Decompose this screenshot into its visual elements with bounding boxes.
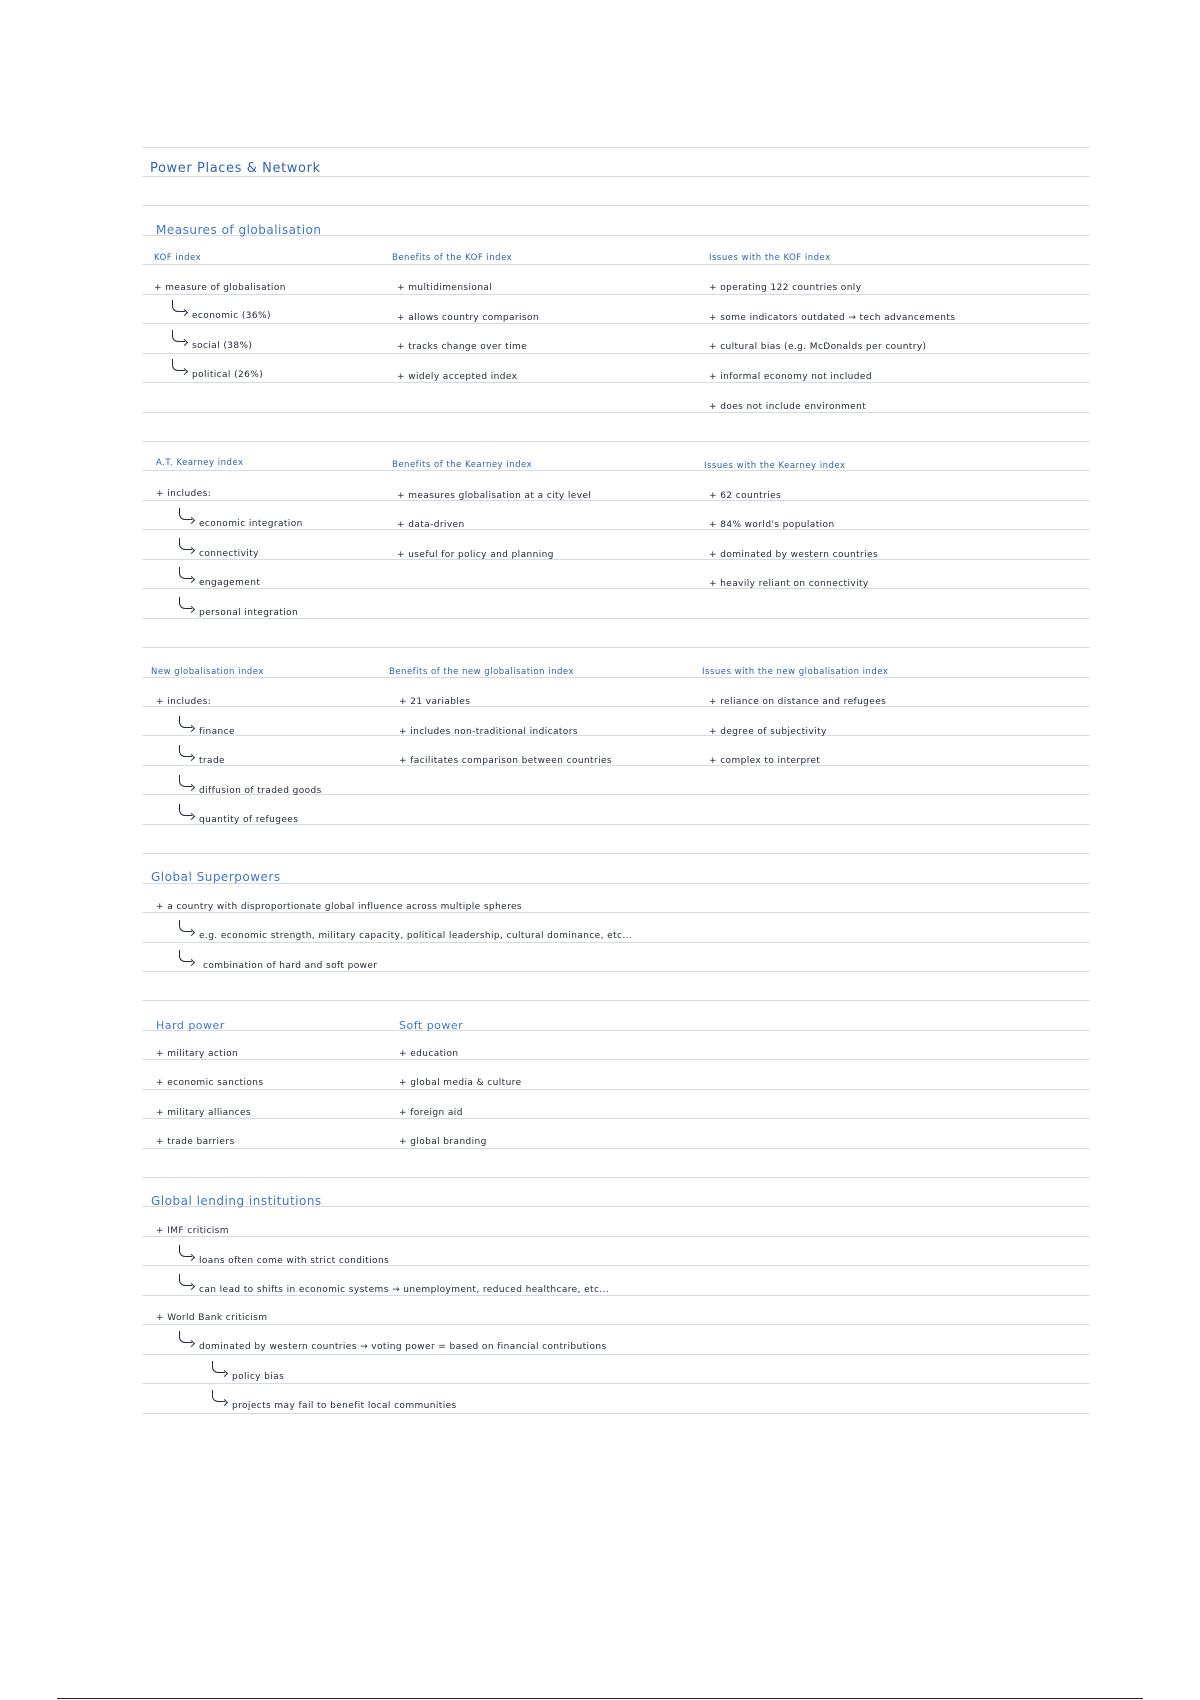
kearney-c3-line: + 62 countries <box>709 491 782 501</box>
arrow-hook-icon <box>179 538 192 550</box>
ruled-line <box>142 912 1090 913</box>
soft-power-line: + global media & culture <box>399 1078 522 1088</box>
kof-col3-heading: Issues with the KOF index <box>709 253 831 263</box>
kearney-col3-heading: Issues with the Kearney index <box>704 461 846 471</box>
ruled-line <box>142 470 1090 471</box>
soft-power-heading: Soft power <box>399 1019 464 1032</box>
kof-c3-line: + cultural bias (e.g. McDonalds per country) <box>709 342 927 352</box>
page-bottom-border <box>57 1698 1143 1699</box>
kof-col1-heading: KOF index <box>154 253 202 263</box>
ruled-line <box>142 883 1090 884</box>
ruled-line <box>142 1354 1090 1355</box>
ruled-line <box>142 1236 1090 1237</box>
ruled-line <box>142 706 1090 707</box>
soft-power-line: + global branding <box>399 1137 487 1147</box>
ruled-line <box>142 205 1090 206</box>
new-index-c1-line: finance <box>199 727 235 737</box>
arrow-hook-icon <box>179 597 192 609</box>
new-index-c2-line: + 21 variables <box>399 697 471 707</box>
hard-power-line: + economic sanctions <box>156 1078 264 1088</box>
ruled-line <box>142 735 1090 736</box>
lending-line: loans often come with strict conditions <box>199 1256 390 1266</box>
new-index-c3-line: + reliance on distance and refugees <box>709 697 887 707</box>
kearney-col1-heading: A.T. Kearney index <box>156 458 244 468</box>
ruled-line <box>142 412 1090 413</box>
kearney-c1-line: engagement <box>199 578 261 588</box>
lending-line: + World Bank criticism <box>156 1313 268 1323</box>
hard-power-line: + military action <box>156 1049 239 1059</box>
new-index-c1-line: + includes: <box>156 697 212 707</box>
new-index-c1-line: diffusion of traded goods <box>199 786 322 796</box>
new-index-c1-line: quantity of refugees <box>199 815 299 825</box>
arrow-hook-icon <box>212 1390 225 1402</box>
arrow-hook-icon <box>172 330 185 342</box>
superpowers-line: + a country with disproportionate global influence across multiple spheres <box>156 902 523 912</box>
arrow-hook-icon <box>179 745 192 757</box>
kof-c1-line: economic (36%) <box>192 311 271 321</box>
kearney-c1-line: personal integration <box>199 608 299 618</box>
arrow-hook-icon <box>179 1331 192 1343</box>
kearney-c1-line: economic integration <box>199 519 303 529</box>
arrow-hook-icon <box>179 920 192 932</box>
kof-c3-line: + does not include environment <box>709 402 867 412</box>
superpowers-line: combination of hard and soft power <box>203 961 378 971</box>
new-index-c3-line: + complex to interpret <box>709 756 821 766</box>
lending-line: projects may fail to benefit local communities <box>232 1401 457 1411</box>
ruled-line <box>142 176 1090 177</box>
ruled-line <box>142 1030 1090 1031</box>
kearney-c3-line: + dominated by western countries <box>709 550 879 560</box>
ruled-line <box>142 441 1090 442</box>
hard-power-heading: Hard power <box>156 1019 225 1032</box>
ruled-line <box>142 147 1090 148</box>
kof-c2-line: + widely accepted index <box>397 372 518 382</box>
ruled-line <box>142 942 1090 943</box>
kof-c2-line: + multidimensional <box>397 283 493 293</box>
arrow-hook-icon <box>212 1361 225 1373</box>
new-index-col2-heading: Benefits of the new globalisation index <box>389 667 574 677</box>
kearney-col2-heading: Benefits of the Kearney index <box>392 460 533 470</box>
arrow-hook-icon <box>179 716 192 728</box>
kof-c3-line: + informal economy not included <box>709 372 872 382</box>
arrow-hook-icon <box>179 1245 192 1257</box>
arrow-hook-icon <box>179 775 192 787</box>
ruled-line <box>142 588 1090 589</box>
soft-power-line: + foreign aid <box>399 1108 463 1118</box>
kearney-c2-line: + data-driven <box>397 520 465 530</box>
kof-col2-heading: Benefits of the KOF index <box>392 253 513 263</box>
arrow-hook-icon <box>172 359 185 371</box>
ruled-line <box>142 1118 1090 1119</box>
ruled-line <box>142 529 1090 530</box>
hard-power-line: + military alliances <box>156 1108 252 1118</box>
arrow-hook-icon <box>179 804 192 816</box>
ruled-line <box>142 1089 1090 1090</box>
ruled-line <box>142 677 1090 678</box>
lending-line: policy bias <box>232 1372 285 1382</box>
arrow-hook-icon <box>172 300 185 312</box>
ruled-line <box>142 1324 1090 1325</box>
soft-power-line: + education <box>399 1049 459 1059</box>
lending-line: dominated by western countries → voting power = based on financial contributions <box>199 1342 607 1352</box>
ruled-line <box>142 1383 1090 1384</box>
ruled-line <box>142 1295 1090 1296</box>
ruled-line <box>142 500 1090 501</box>
ruled-line <box>142 264 1090 265</box>
kof-c3-line: + operating 122 countries only <box>709 283 862 293</box>
ruled-line <box>142 618 1090 619</box>
ruled-line <box>142 559 1090 560</box>
ruled-line <box>142 1148 1090 1149</box>
arrow-hook-icon <box>179 1274 192 1286</box>
section-heading-lending: Global lending institutions <box>151 1194 322 1208</box>
kof-c1-line: + measure of globalisation <box>154 283 286 293</box>
kearney-c3-line: + 84% world's population <box>709 520 835 530</box>
ruled-line <box>142 1177 1090 1178</box>
kearney-c2-line: + useful for policy and planning <box>397 550 554 560</box>
ruled-line <box>142 647 1090 648</box>
kof-c1-line: social (38%) <box>192 341 253 351</box>
section-heading-globalisation: Measures of globalisation <box>156 223 322 237</box>
arrow-hook-icon <box>179 950 192 962</box>
kearney-c1-line: + includes: <box>156 489 212 499</box>
new-index-c2-line: + facilitates comparison between countries <box>399 756 613 766</box>
ruled-line <box>142 971 1090 972</box>
ruled-line <box>142 294 1090 295</box>
kof-c3-line: + some indicators outdated → tech advancements <box>709 313 956 323</box>
ruled-line <box>142 1059 1090 1060</box>
ruled-line <box>142 382 1090 383</box>
new-index-c2-line: + includes non-traditional indicators <box>399 727 578 737</box>
kearney-c3-line: + heavily reliant on connectivity <box>709 579 869 589</box>
kof-c2-line: + allows country comparison <box>397 313 539 323</box>
ruled-line <box>142 1000 1090 1001</box>
section-heading-superpowers: Global Superpowers <box>151 870 281 884</box>
kearney-c2-line: + measures globalisation at a city level <box>397 491 592 501</box>
new-index-c1-line: trade <box>199 756 225 766</box>
new-index-col1-heading: New globalisation index <box>151 667 264 677</box>
lending-line: + IMF criticism <box>156 1226 229 1236</box>
ruled-line <box>142 323 1090 324</box>
arrow-hook-icon <box>179 508 192 520</box>
lending-line: can lead to shifts in economic systems → unemployment, reduced healthcare, etc... <box>199 1285 610 1295</box>
ruled-line <box>142 353 1090 354</box>
kof-c1-line: political (26%) <box>192 370 264 380</box>
ruled-line <box>142 1413 1090 1414</box>
ruled-line <box>142 853 1090 854</box>
arrow-hook-icon <box>179 567 192 579</box>
ruled-line <box>142 765 1090 766</box>
superpowers-line: e.g. economic strength, military capacity, political leadership, cultural dominance, etc... <box>199 931 633 941</box>
kearney-c1-line: connectivity <box>199 549 259 559</box>
hard-power-line: + trade barriers <box>156 1137 235 1147</box>
new-index-col3-heading: Issues with the new globalisation index <box>702 667 889 677</box>
page-title: Power Places & Network <box>150 161 321 176</box>
new-index-c3-line: + degree of subjectivity <box>709 727 827 737</box>
kof-c2-line: + tracks change over time <box>397 342 528 352</box>
